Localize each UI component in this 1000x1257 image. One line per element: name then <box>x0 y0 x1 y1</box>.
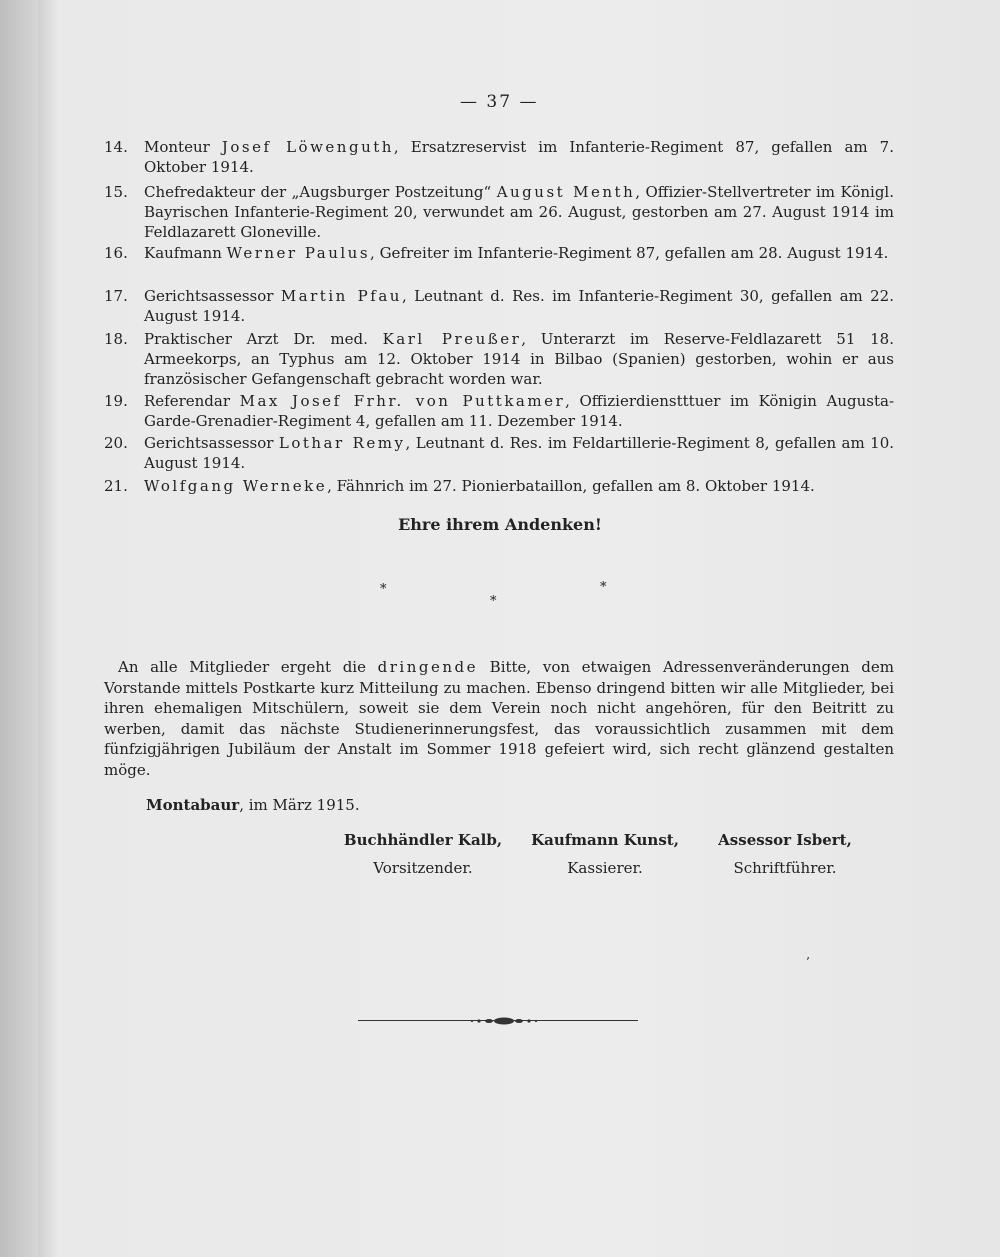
list-item <box>104 391 894 431</box>
entry-suffix: , Leutnant d. Res. im Feldartillerie-Regiment 8, gefallen am 10. August 1914. <box>144 434 895 472</box>
entry-name: August Menth <box>496 183 636 201</box>
page-number: — 37 — <box>460 92 539 112</box>
entry-name: Karl Preußer <box>382 330 522 348</box>
signatory-name: Kaufmann Kunst, <box>531 831 679 849</box>
entry-name: Lothar Remy <box>278 434 406 452</box>
signatory-name: Buchhändler Kalb, <box>343 831 503 849</box>
entry-number: 17. <box>104 287 128 305</box>
entry-suffix: , Leutnant d. Res. im Infanterie-Regiment 30, gefallen am 22. August 1914. <box>144 287 894 325</box>
signatory-role: Vorsitzender. <box>373 859 473 877</box>
entry-suffix: , Unterarzt im Reserve-Feldlazarett 51 18. Armeekorps, an Typhus am 12. Oktober 1914 in Bilbao (Spanien) gestorben, wohin er aus französischer Gefangenschaft gebracht worden war. <box>144 330 894 388</box>
signatory-role: Kassierer. <box>567 859 643 877</box>
entry-name: Martin Pfau <box>280 287 402 305</box>
entry-number: 14. <box>104 138 128 156</box>
list-item <box>104 329 894 389</box>
scan-edge <box>0 0 38 1257</box>
asterisk-divider: * <box>600 580 607 595</box>
entry-suffix: , Ersatzreservist im Infanterie-Regiment 87, gefallen am 7. Oktober 1914. <box>144 138 894 176</box>
place-date <box>146 796 360 814</box>
appeal-text-start: An alle Mitglieder ergeht die <box>118 658 378 676</box>
entry-name: Max Josef Frhr. von Puttkamer <box>239 392 566 410</box>
signatory-role: Schriftführer. <box>733 859 837 877</box>
list-item <box>104 476 894 496</box>
list-item <box>104 433 894 473</box>
member-appeal <box>104 657 894 780</box>
place-date-text: , im März 1915. <box>239 796 360 814</box>
list-item <box>104 243 894 263</box>
entry-number: 15. <box>104 183 128 201</box>
entry-prefix: Chefredakteur der „Augsburger Postzeitung“ <box>144 183 497 201</box>
entry-number: 20. <box>104 434 128 452</box>
signature-block <box>338 826 508 882</box>
appeal-text-end: Bitte, von etwaigen Adressenveränderungen dem Vorstande mittels Postkarte kurz Mitteilung zu machen. Ebenso dringend bitten wir alle Mitglieder, bei ihren ehemaligen Mitschülern, soweit sie dem Verein noch nicht angehören, für den Beitritt zu werben, damit das nächste Studienerinnerungsfest, das voraussichtlich zusammen mit dem fünfzigjährigen Jubiläum der Anstalt im Sommer 1918 gefeiert wird, sich recht glänzend gestalten möge. <box>104 658 894 779</box>
memorial-motto: Ehre ihrem Andenken! <box>398 515 602 534</box>
entry-prefix: Kaufmann <box>144 244 227 262</box>
entry-prefix: Referendar <box>144 392 240 410</box>
ornament-icon <box>468 1015 540 1027</box>
place-city: Montabaur <box>146 796 240 814</box>
entry-number: 21. <box>104 477 128 495</box>
entry-name: Josef Löwenguth <box>221 138 394 156</box>
appeal-emphasis: dringende <box>377 658 478 676</box>
asterisk-divider: * <box>380 582 387 597</box>
entry-suffix: , Offizierdienstttuer im Königin Augusta-Garde-Grenadier-Regiment 4, gefallen am 11. Dezember 1914. <box>144 392 895 430</box>
entry-prefix: Gerichtsassessor <box>144 434 279 452</box>
entry-number: 18. <box>104 330 128 348</box>
entry-prefix: Praktischer Arzt Dr. med. <box>144 330 383 348</box>
entry-name: Wolfgang Werneke <box>144 477 328 495</box>
list-item <box>104 182 894 242</box>
entry-prefix: Gerichtsassessor <box>144 287 281 305</box>
stray-mark: ’ <box>806 955 810 969</box>
entry-number: 19. <box>104 392 128 410</box>
signature-block <box>520 826 690 882</box>
asterisk-divider: * <box>490 594 497 609</box>
list-item <box>104 286 894 326</box>
entry-number: 16. <box>104 244 128 262</box>
entry-prefix: Monteur <box>144 138 222 156</box>
entry-suffix: , Offizier-Stellvertreter im Königl. Bayrischen Infanterie-Regiment 20, verwundet am 26. August, gestorben am 27. August 1914 im Feldlazarett Gloneville. <box>144 183 894 241</box>
entry-suffix: , Gefreiter im Infanterie-Regiment 87, gefallen am 28. August 1914. <box>370 244 889 262</box>
list-item <box>104 137 894 177</box>
signature-block <box>700 826 870 882</box>
entry-name: Werner Paulus <box>226 244 371 262</box>
signatory-name: Assessor Isbert, <box>718 831 852 849</box>
entry-suffix: , Fähnrich im 27. Pionierbataillon, gefallen am 8. Oktober 1914. <box>327 477 815 495</box>
